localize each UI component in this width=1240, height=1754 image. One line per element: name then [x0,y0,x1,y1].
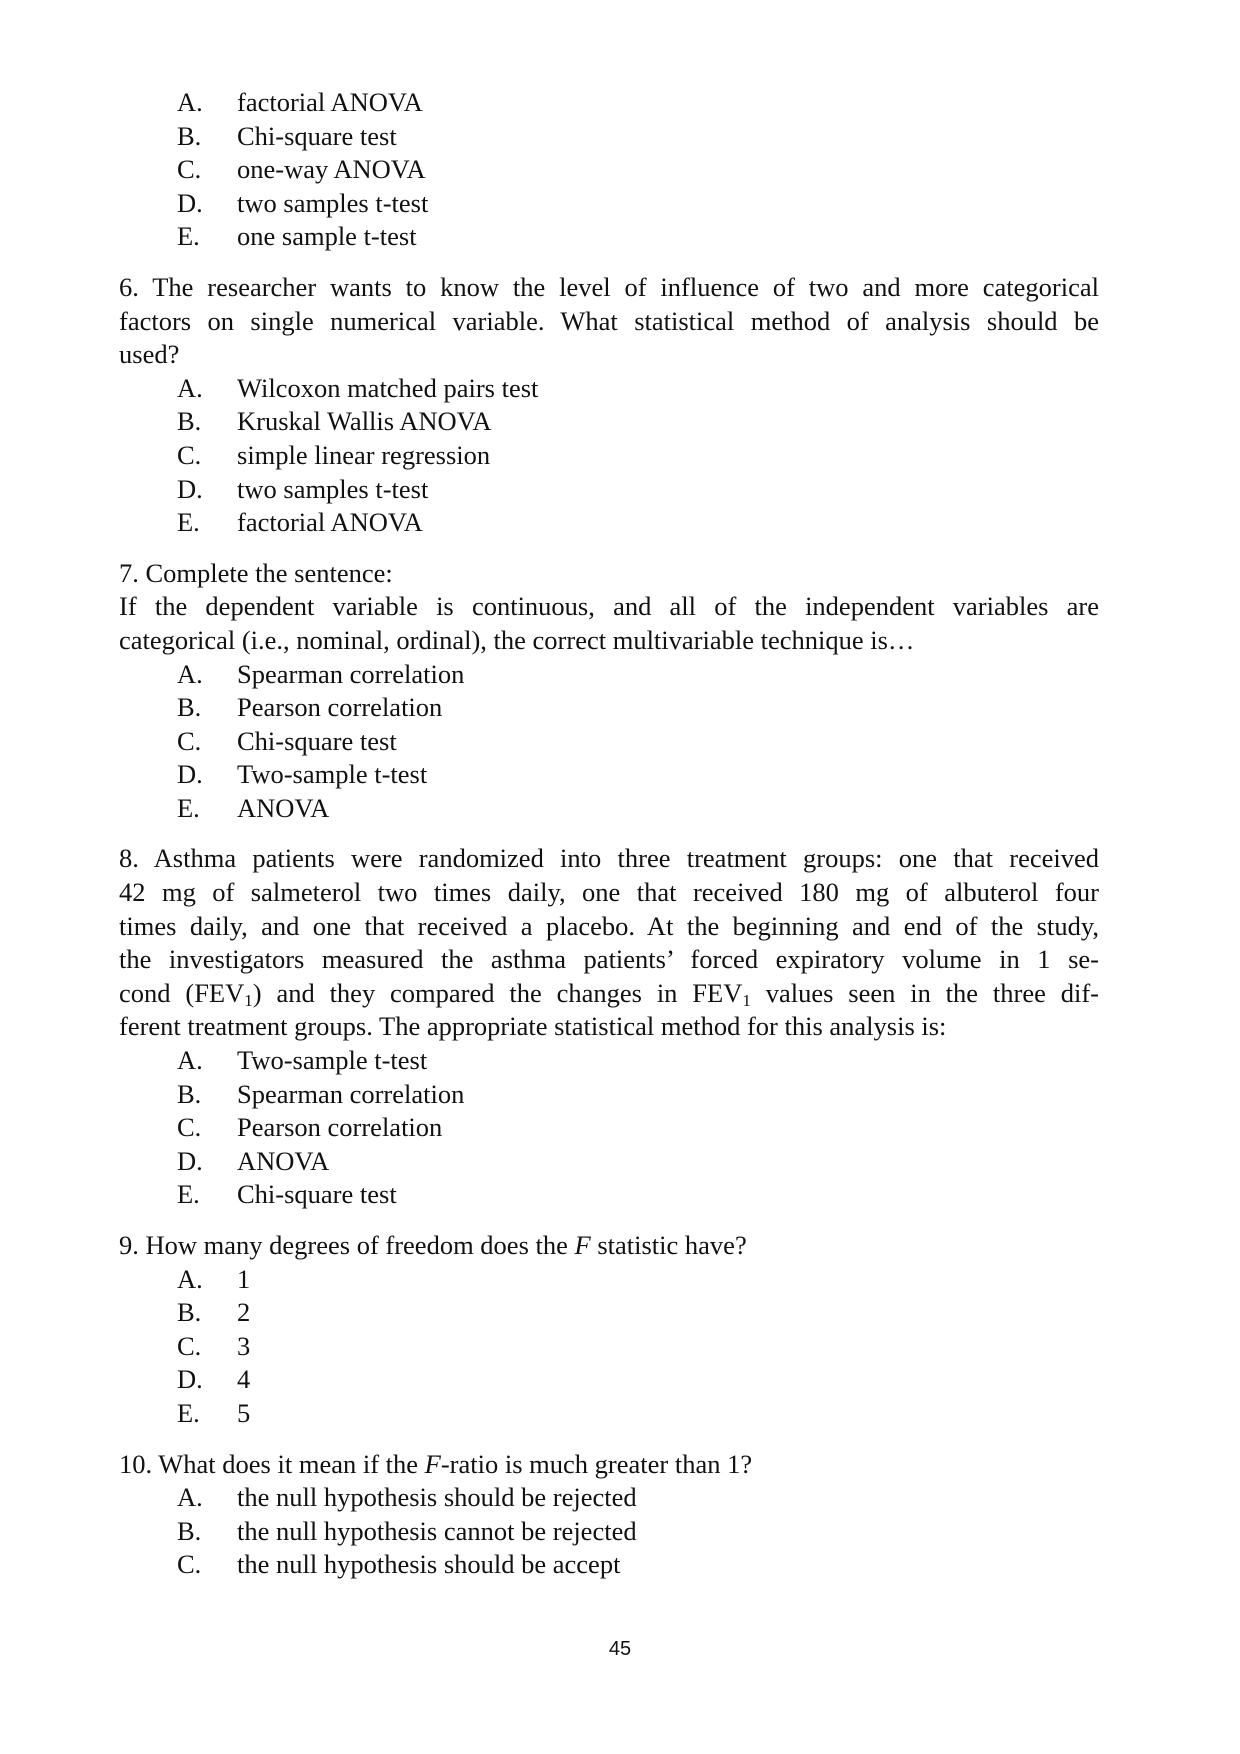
q5-option-e[interactable] [177,220,1099,254]
option-letter: C. [177,154,202,185]
option-text: two samples t-test [237,473,429,504]
option-letter: D. [177,473,203,504]
option-text: the null hypothesis cannot be rejected [237,1515,637,1546]
option-text: simple linear regression [237,439,491,470]
option-letter: A. [177,87,203,117]
question-line: 6. The researcher wants to know the level of influence of two and more categorical [119,271,1099,302]
q8-option-b[interactable] [177,1078,1099,1112]
q9-options [119,1263,1099,1431]
option-letter: C. [177,439,202,470]
option-text: 4 [237,1364,251,1395]
option-letter: E. [177,507,200,538]
q9-option-e[interactable] [177,1397,1099,1431]
option-letter: B. [177,1078,202,1109]
option-text: Kruskal Wallis ANOVA [237,406,492,437]
option-text: Pearson correlation [237,692,443,723]
question-9 [119,1229,1099,1431]
q7-option-e[interactable] [177,792,1099,826]
option-text: Pearson correlation [237,1112,443,1143]
option-letter: C. [177,1549,202,1580]
option-letter: D. [177,1145,203,1176]
text-fragment: statistic have? [590,1230,747,1260]
question-line: 8. Asthma patients were randomized into three treatment groups: one that received [119,843,1099,874]
option-text: Chi-square test [237,120,397,151]
question-line [119,1448,1099,1482]
option-text: 2 [237,1297,251,1328]
option-letter: D. [177,187,203,218]
option-text: factorial ANOVA [237,87,423,117]
option-letter: A. [177,658,203,689]
option-text: ANOVA [237,1145,330,1176]
subscript: 1 [244,990,253,1010]
option-letter: A. [177,372,203,403]
option-letter: E. [177,221,200,252]
question-line: used? [119,339,180,370]
option-text: one sample t-test [237,221,417,252]
question-line [119,977,1099,1011]
option-letter: D. [177,759,203,790]
q6-option-b[interactable] [177,405,1099,439]
question-line: the investigators measured the asthma patients’ forced expiratory volume in 1 se- [119,944,1099,975]
q10-option-c[interactable] [177,1548,1099,1582]
q10-option-b[interactable] [177,1515,1099,1549]
text-fragment: 10. What does it mean if the [119,1448,425,1479]
option-letter: D. [177,1364,203,1395]
q8-option-e[interactable] [177,1178,1099,1212]
option-letter: C. [177,725,202,756]
q7-option-c[interactable] [177,725,1099,759]
q7-options [119,658,1099,826]
option-text: Spearman correlation [237,658,465,689]
option-text: Wilcoxon matched pairs test [237,372,539,403]
question-line [119,1229,1099,1263]
option-letter: A. [177,1482,203,1513]
question-line: If the dependent variable is continuous, and all of the independent variables are [119,591,1099,622]
question-6 [119,271,1099,540]
question-9-text [119,1229,1099,1263]
q5-options [119,86,1099,254]
option-text: 5 [237,1397,251,1428]
option-letter: B. [177,1297,202,1328]
text-fragment: -ratio is much greater than 1? [440,1448,753,1479]
text-fragment: 9. How many degrees of freedom does the [119,1230,575,1260]
q8-option-d[interactable] [177,1145,1099,1179]
question-line: factors on single numerical variable. What statistical method of analysis should be [119,305,1099,336]
option-text: Two-sample t-test [237,759,428,790]
text-fragment: cond (FEV [119,977,245,1008]
q7-option-d[interactable] [177,758,1099,792]
option-text: the null hypothesis should be rejected [237,1482,637,1513]
option-text: Chi-square test [237,725,397,756]
option-letter: C. [177,1330,202,1361]
question-7 [119,557,1099,826]
option-letter: E. [177,1397,200,1428]
question-line: ferent treatment groups. The appropriate statistical method for this analysis is: [119,1011,947,1042]
q6-option-a[interactable] [177,372,1099,406]
text-fragment: ) and they compared the changes in FEV [252,977,743,1008]
option-letter: E. [177,792,200,823]
q6-option-e[interactable] [177,506,1099,540]
text-fragment: values seen in the three dif- [750,977,1099,1008]
q5-option-c[interactable] [177,153,1099,187]
q5-option-b[interactable] [177,120,1099,154]
option-letter: B. [177,120,202,151]
option-text: factorial ANOVA [237,507,423,538]
question-10 [119,1448,1099,1582]
option-letter: E. [177,1179,200,1210]
q8-option-a[interactable] [177,1044,1099,1078]
option-letter: B. [177,1515,202,1546]
q10-option-a[interactable] [177,1481,1099,1515]
option-text: one-way ANOVA [237,154,426,185]
option-text: two samples t-test [237,187,429,218]
q9-option-d[interactable] [177,1363,1099,1397]
question-8 [119,842,1099,1212]
question-7-text [119,557,1099,658]
q5-option-a[interactable] [177,86,1099,120]
page-number: 45 [608,1638,632,1660]
question-line: 7. Complete the sentence: [119,557,393,588]
q7-option-b[interactable] [177,691,1099,725]
q9-option-b[interactable] [177,1296,1099,1330]
question-6-text [119,271,1099,372]
option-letter: A. [177,1045,203,1076]
question-8-text [119,842,1099,1044]
q10-options [119,1481,1099,1582]
q5-option-d[interactable] [177,187,1099,221]
q6-option-d[interactable] [177,473,1099,507]
option-text: 3 [237,1330,251,1361]
question-10-text [119,1448,1099,1482]
option-letter: C. [177,1112,202,1143]
question-line: categorical (i.e., nominal, ordinal), the correct multivariable technique is… [119,624,915,655]
option-letter: B. [177,692,202,723]
option-letter: B. [177,406,202,437]
page-content [119,86,1099,1582]
option-text: 1 [237,1263,251,1294]
option-text: the null hypothesis should be accept [237,1549,621,1580]
italic-symbol: F [574,1230,591,1260]
question-line: 42 mg of salmeterol two times daily, one that received 180 mg of albuterol four [119,877,1099,908]
q7-option-a[interactable] [177,658,1099,692]
option-text: Two-sample t-test [237,1045,428,1076]
q9-option-c[interactable] [177,1330,1099,1364]
italic-symbol: F [424,1448,441,1479]
question-line: times daily, and one that received a placebo. At the beginning and end of the study, [119,910,1099,941]
q6-options [119,372,1099,540]
q8-options [119,1044,1099,1212]
option-text: Chi-square test [237,1179,397,1210]
option-text: ANOVA [237,792,330,823]
subscript: 1 [742,990,751,1010]
q9-option-a[interactable] [177,1263,1099,1297]
option-letter: A. [177,1263,203,1294]
option-text: Spearman correlation [237,1078,465,1109]
q6-option-c[interactable] [177,439,1099,473]
q8-option-c[interactable] [177,1111,1099,1145]
